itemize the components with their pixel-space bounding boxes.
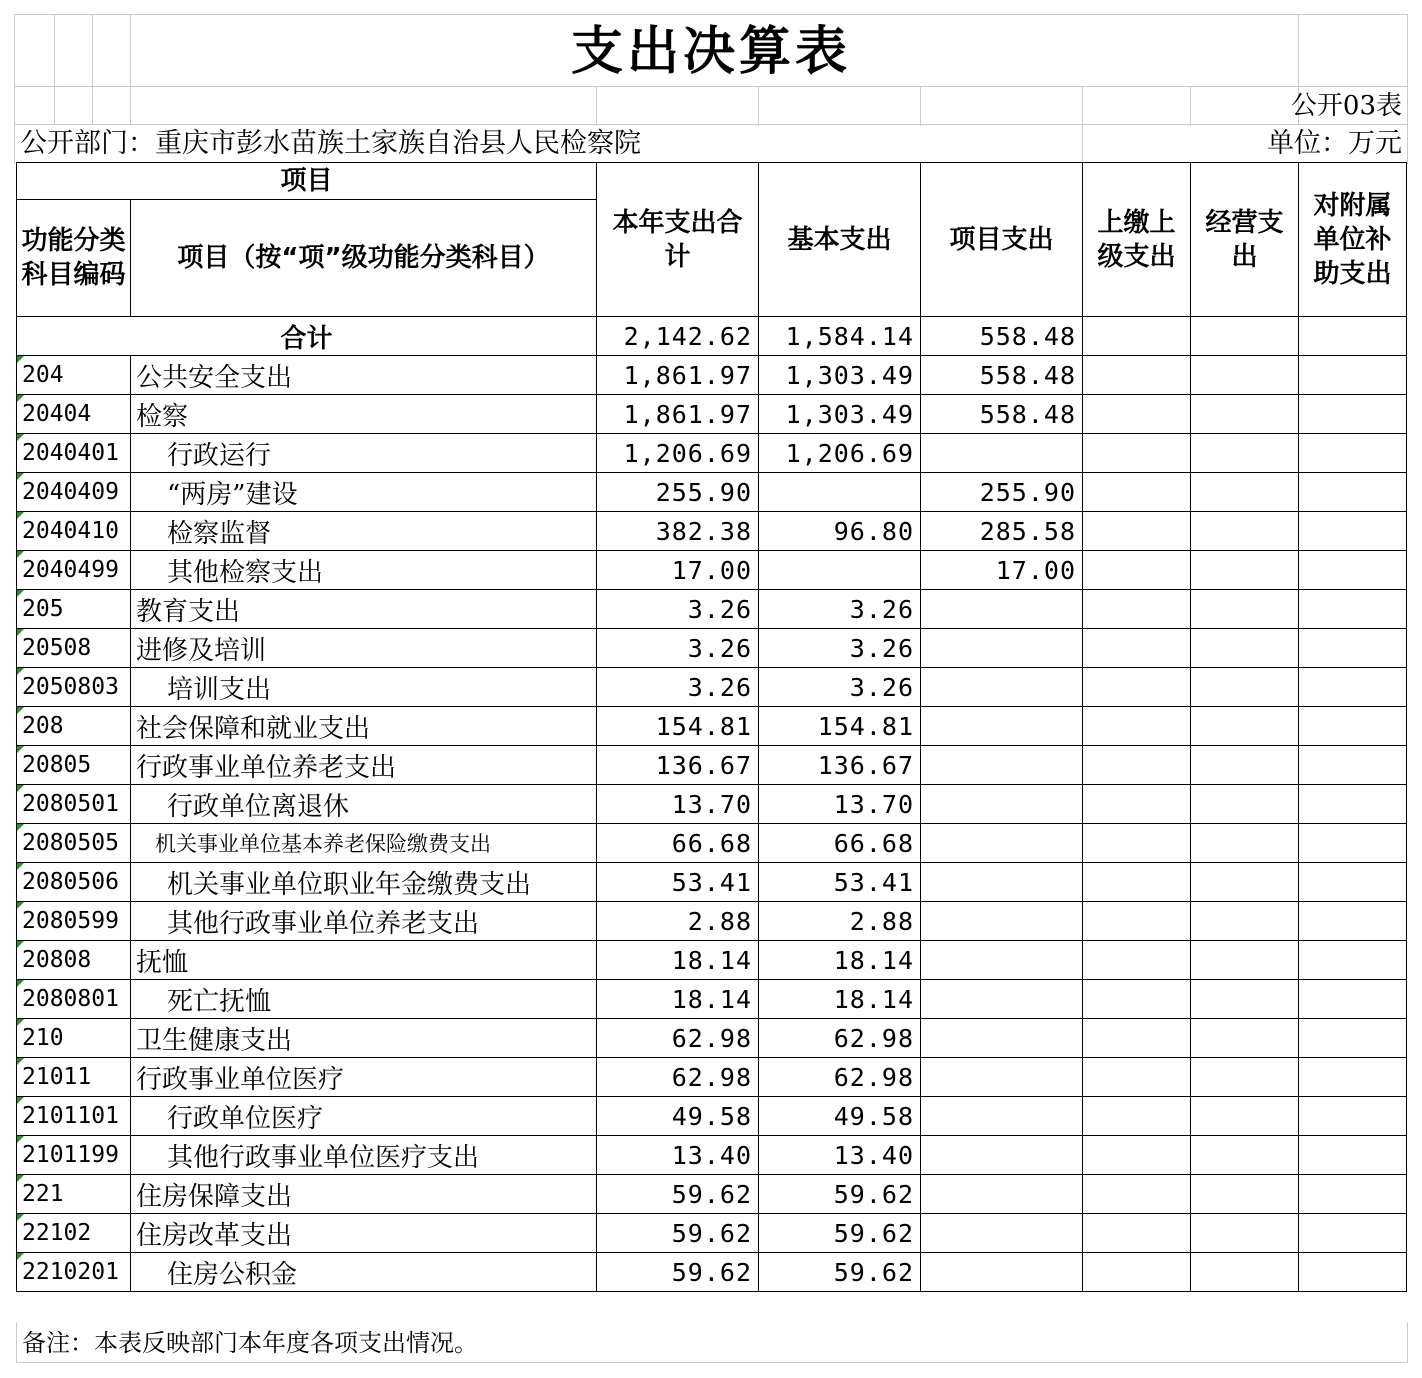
row-basic: 1,303.49 [759, 356, 921, 395]
row-project: 255.90 [921, 473, 1083, 512]
row-business [1191, 746, 1299, 785]
row-subsidy [1299, 1097, 1407, 1136]
row-name: 抚恤 [131, 941, 597, 980]
row-business [1191, 512, 1299, 551]
gridline [14, 86, 1408, 87]
row-business [1191, 902, 1299, 941]
row-business [1191, 1175, 1299, 1214]
row-name: 检察 [131, 395, 597, 434]
table-row [17, 1253, 1407, 1292]
table-row [17, 824, 1407, 863]
row-project [921, 980, 1083, 1019]
row-upper [1083, 356, 1191, 395]
row-code: 2050803 [17, 668, 131, 707]
row-upper [1083, 434, 1191, 473]
row-basic: 59.62 [759, 1253, 921, 1292]
header-project: 项目支出 [921, 163, 1083, 317]
row-basic: 1,206.69 [759, 434, 921, 473]
header-upper: 上缴上级支出 [1083, 163, 1191, 317]
row-code: 2040401 [17, 434, 131, 473]
row-name: 机关事业单位职业年金缴费支出 [131, 863, 597, 902]
row-name: “两房”建设 [131, 473, 597, 512]
row-project: 285.58 [921, 512, 1083, 551]
row-upper [1083, 824, 1191, 863]
row-subsidy [1299, 707, 1407, 746]
row-business [1191, 629, 1299, 668]
gridline [1082, 86, 1083, 162]
table-row [17, 473, 1407, 512]
row-code: 20404 [17, 395, 131, 434]
header-subsidy: 对附属单位补助支出 [1299, 163, 1407, 317]
row-code: 208 [17, 707, 131, 746]
row-name: 社会保障和就业支出 [131, 707, 597, 746]
row-subsidy [1299, 1175, 1407, 1214]
row-code: 2040499 [17, 551, 131, 590]
unit-label: 单位：万元 [1267, 128, 1402, 159]
table-row [17, 434, 1407, 473]
row-business [1191, 785, 1299, 824]
gridline [920, 86, 921, 126]
row-total: 154.81 [597, 707, 759, 746]
row-code: 2080501 [17, 785, 131, 824]
gridline [596, 86, 597, 126]
row-business [1191, 941, 1299, 980]
row-basic: 49.58 [759, 1097, 921, 1136]
row-name: 行政单位医疗 [131, 1097, 597, 1136]
row-upper [1083, 746, 1191, 785]
row-upper [1083, 668, 1191, 707]
row-code: 2040410 [17, 512, 131, 551]
row-basic: 13.70 [759, 785, 921, 824]
row-basic: 62.98 [759, 1019, 921, 1058]
row-upper [1083, 785, 1191, 824]
row-subsidy [1299, 980, 1407, 1019]
header-name: 项目（按“项”级功能分类科目） [131, 200, 597, 317]
table-row [17, 1136, 1407, 1175]
row-project [921, 434, 1083, 473]
row-business [1191, 1214, 1299, 1253]
row-project [921, 941, 1083, 980]
row-total: 59.62 [597, 1253, 759, 1292]
row-basic [759, 551, 921, 590]
gridline [14, 14, 1408, 15]
row-project [921, 1214, 1083, 1253]
row-subsidy [1299, 746, 1407, 785]
department-label: 公开部门：重庆市彭水苗族土家族自治县人民检察院 [20, 128, 641, 159]
row-code: 2040409 [17, 473, 131, 512]
gridline [1190, 86, 1191, 126]
row-subsidy [1299, 1058, 1407, 1097]
row-total: 62.98 [597, 1019, 759, 1058]
row-total: 1,861.97 [597, 356, 759, 395]
header-business: 经营支出 [1191, 163, 1299, 317]
table-row [17, 941, 1407, 980]
row-code: 221 [17, 1175, 131, 1214]
table-row [17, 356, 1407, 395]
row-project [921, 590, 1083, 629]
row-project [921, 629, 1083, 668]
row-subsidy [1299, 434, 1407, 473]
table-row [17, 1058, 1407, 1097]
table-row [17, 980, 1407, 1019]
row-subsidy [1299, 1253, 1407, 1292]
total-upper [1083, 317, 1191, 356]
row-basic: 2.88 [759, 902, 921, 941]
row-upper [1083, 980, 1191, 1019]
row-project [921, 785, 1083, 824]
table-number: 公开03表 [1290, 91, 1402, 121]
row-name: 教育支出 [131, 590, 597, 629]
row-name: 行政单位离退休 [131, 785, 597, 824]
header-row [17, 163, 1407, 200]
row-upper [1083, 551, 1191, 590]
total-row [17, 317, 1407, 356]
row-business [1191, 590, 1299, 629]
row-total: 13.70 [597, 785, 759, 824]
total-subsidy [1299, 317, 1407, 356]
gridline [14, 124, 1408, 125]
gridline [758, 86, 759, 126]
row-code: 2080599 [17, 902, 131, 941]
table-row [17, 785, 1407, 824]
row-total: 18.14 [597, 980, 759, 1019]
row-code: 2080506 [17, 863, 131, 902]
row-upper [1083, 1175, 1191, 1214]
row-code: 2101199 [17, 1136, 131, 1175]
row-business [1191, 356, 1299, 395]
row-subsidy [1299, 1019, 1407, 1058]
row-subsidy [1299, 629, 1407, 668]
row-business [1191, 473, 1299, 512]
row-upper [1083, 1136, 1191, 1175]
row-subsidy [1299, 785, 1407, 824]
row-business [1191, 1253, 1299, 1292]
row-name: 进修及培训 [131, 629, 597, 668]
header-total: 本年支出合计 [597, 163, 759, 317]
header-project-group: 项目 [17, 163, 597, 200]
row-total: 1,206.69 [597, 434, 759, 473]
row-project [921, 1253, 1083, 1292]
total-project: 558.48 [921, 317, 1083, 356]
row-name: 行政事业单位养老支出 [131, 746, 597, 785]
row-project: 17.00 [921, 551, 1083, 590]
row-basic: 96.80 [759, 512, 921, 551]
row-upper [1083, 1058, 1191, 1097]
row-project: 558.48 [921, 395, 1083, 434]
row-code: 20808 [17, 941, 131, 980]
row-business [1191, 1058, 1299, 1097]
row-subsidy [1299, 551, 1407, 590]
row-business [1191, 434, 1299, 473]
total-amount: 2,142.62 [597, 317, 759, 356]
row-business [1191, 668, 1299, 707]
row-basic: 18.14 [759, 980, 921, 1019]
row-code: 204 [17, 356, 131, 395]
row-name: 住房公积金 [131, 1253, 597, 1292]
row-business [1191, 980, 1299, 1019]
row-upper [1083, 395, 1191, 434]
row-subsidy [1299, 863, 1407, 902]
row-total: 3.26 [597, 668, 759, 707]
row-code: 20508 [17, 629, 131, 668]
row-upper [1083, 707, 1191, 746]
table-row [17, 1019, 1407, 1058]
row-total: 59.62 [597, 1214, 759, 1253]
row-name: 行政运行 [131, 434, 597, 473]
row-basic: 136.67 [759, 746, 921, 785]
row-total: 136.67 [597, 746, 759, 785]
row-subsidy [1299, 668, 1407, 707]
row-subsidy [1299, 824, 1407, 863]
row-code: 205 [17, 590, 131, 629]
row-project [921, 1097, 1083, 1136]
row-name: 住房保障支出 [131, 1175, 597, 1214]
row-basic: 3.26 [759, 668, 921, 707]
row-project [921, 707, 1083, 746]
row-upper [1083, 1253, 1191, 1292]
row-business [1191, 863, 1299, 902]
row-upper [1083, 1097, 1191, 1136]
row-project [921, 863, 1083, 902]
row-upper [1083, 590, 1191, 629]
row-subsidy [1299, 395, 1407, 434]
row-project [921, 902, 1083, 941]
table-row [17, 590, 1407, 629]
row-total: 17.00 [597, 551, 759, 590]
header-code: 功能分类科目编码 [17, 200, 131, 317]
row-total: 13.40 [597, 1136, 759, 1175]
row-total: 66.68 [597, 824, 759, 863]
row-project [921, 1175, 1083, 1214]
row-business [1191, 1136, 1299, 1175]
row-total: 1,861.97 [597, 395, 759, 434]
row-name: 培训支出 [131, 668, 597, 707]
row-total: 53.41 [597, 863, 759, 902]
row-total: 2.88 [597, 902, 759, 941]
row-basic: 3.26 [759, 590, 921, 629]
row-project [921, 1019, 1083, 1058]
row-subsidy [1299, 512, 1407, 551]
row-subsidy [1299, 473, 1407, 512]
row-basic: 13.40 [759, 1136, 921, 1175]
row-subsidy [1299, 1214, 1407, 1253]
row-basic: 59.62 [759, 1214, 921, 1253]
row-basic: 53.41 [759, 863, 921, 902]
row-project [921, 668, 1083, 707]
row-subsidy [1299, 941, 1407, 980]
table-row [17, 668, 1407, 707]
table-row [17, 1175, 1407, 1214]
total-label: 合计 [17, 317, 597, 356]
table-row [17, 707, 1407, 746]
row-total: 59.62 [597, 1175, 759, 1214]
table-row [17, 629, 1407, 668]
row-total: 3.26 [597, 590, 759, 629]
row-name: 死亡抚恤 [131, 980, 597, 1019]
row-name: 其他检察支出 [131, 551, 597, 590]
row-business [1191, 395, 1299, 434]
table-row [17, 902, 1407, 941]
row-basic: 59.62 [759, 1175, 921, 1214]
row-basic [759, 473, 921, 512]
row-upper [1083, 512, 1191, 551]
row-name: 公共安全支出 [131, 356, 597, 395]
row-total: 62.98 [597, 1058, 759, 1097]
row-upper [1083, 1214, 1191, 1253]
row-total: 18.14 [597, 941, 759, 980]
row-basic: 18.14 [759, 941, 921, 980]
header-basic: 基本支出 [759, 163, 921, 317]
row-code: 20805 [17, 746, 131, 785]
row-upper [1083, 941, 1191, 980]
row-code: 210 [17, 1019, 131, 1058]
row-business [1191, 824, 1299, 863]
row-project [921, 746, 1083, 785]
row-name: 检察监督 [131, 512, 597, 551]
row-project [921, 1058, 1083, 1097]
row-basic: 1,303.49 [759, 395, 921, 434]
row-basic: 154.81 [759, 707, 921, 746]
row-code: 2080801 [17, 980, 131, 1019]
table-row [17, 746, 1407, 785]
row-business [1191, 707, 1299, 746]
table-row [17, 1097, 1407, 1136]
row-project [921, 824, 1083, 863]
row-subsidy [1299, 1136, 1407, 1175]
row-subsidy [1299, 590, 1407, 629]
row-business [1191, 551, 1299, 590]
row-name: 机关事业单位基本养老保险缴费支出 [131, 824, 597, 863]
row-upper [1083, 629, 1191, 668]
row-business [1191, 1097, 1299, 1136]
row-project: 558.48 [921, 356, 1083, 395]
row-name: 住房改革支出 [131, 1214, 597, 1253]
table-row [17, 551, 1407, 590]
table-row [17, 1214, 1407, 1253]
table-row [17, 395, 1407, 434]
total-basic: 1,584.14 [759, 317, 921, 356]
row-upper [1083, 902, 1191, 941]
row-upper [1083, 863, 1191, 902]
row-basic: 66.68 [759, 824, 921, 863]
row-basic: 62.98 [759, 1058, 921, 1097]
row-name: 行政事业单位医疗 [131, 1058, 597, 1097]
row-upper [1083, 473, 1191, 512]
row-code: 2101101 [17, 1097, 131, 1136]
row-code: 2210201 [17, 1253, 131, 1292]
row-name: 其他行政事业单位医疗支出 [131, 1136, 597, 1175]
row-basic: 3.26 [759, 629, 921, 668]
row-subsidy [1299, 356, 1407, 395]
row-subsidy [1299, 902, 1407, 941]
row-name: 其他行政事业单位养老支出 [131, 902, 597, 941]
row-code: 22102 [17, 1214, 131, 1253]
page-title: 支出决算表 [570, 22, 851, 82]
row-code: 2080505 [17, 824, 131, 863]
row-total: 49.58 [597, 1097, 759, 1136]
expenditure-table [16, 162, 1407, 1292]
row-business [1191, 1019, 1299, 1058]
total-business [1191, 317, 1299, 356]
row-total: 3.26 [597, 629, 759, 668]
row-name: 卫生健康支出 [131, 1019, 597, 1058]
table-note: 备注：本表反映部门本年度各项支出情况。 [22, 1329, 478, 1357]
table-row [17, 863, 1407, 902]
table-row [17, 512, 1407, 551]
row-total: 255.90 [597, 473, 759, 512]
row-upper [1083, 1019, 1191, 1058]
row-total: 382.38 [597, 512, 759, 551]
row-project [921, 1136, 1083, 1175]
row-code: 21011 [17, 1058, 131, 1097]
